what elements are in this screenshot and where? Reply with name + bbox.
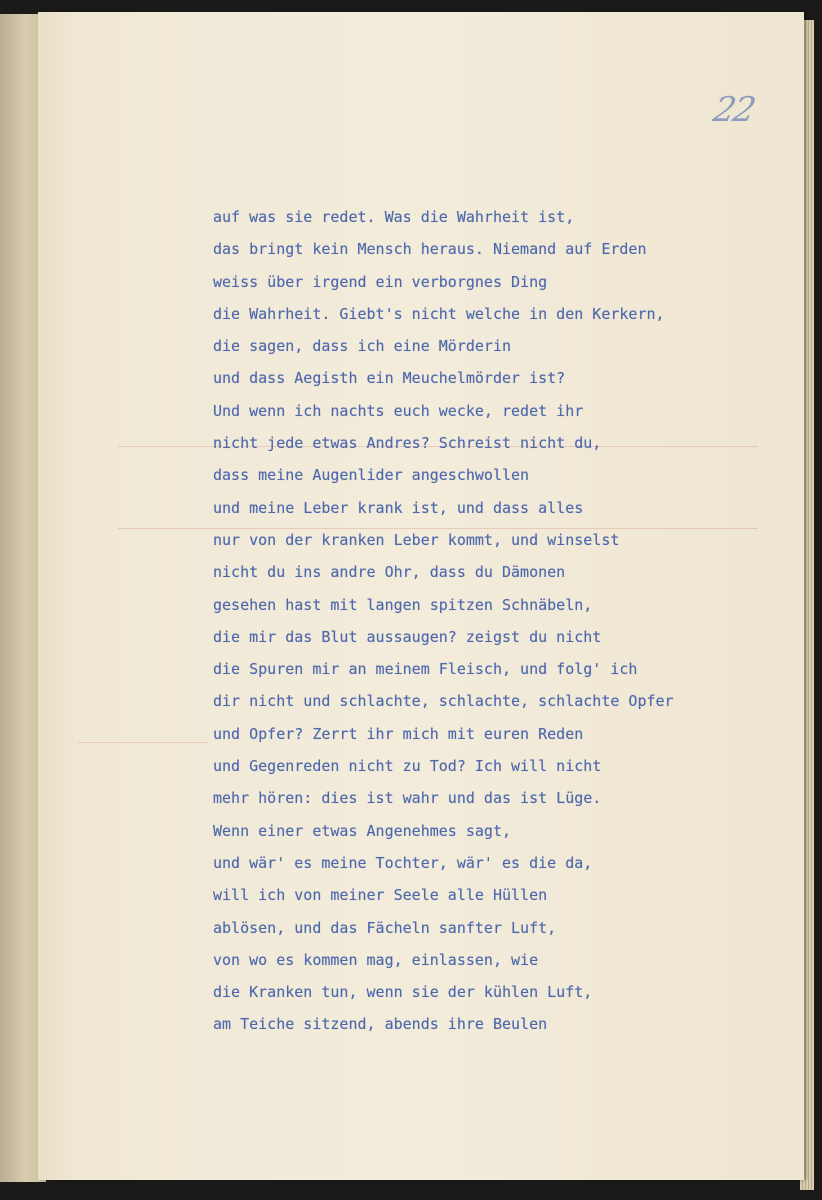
text-line: die mir das Blut aussaugen? zeigst du nicht [213, 627, 602, 646]
text-line: nicht du ins andre Ohr, dass du Dämonen [213, 563, 566, 582]
text-line: die Wahrheit. Giebt's nicht welche in den Kerkern, [213, 304, 665, 323]
text-line: weiss über irgend ein verborgnes Ding [213, 272, 548, 291]
text-line: das bringt kein Mensch heraus. Niemand auf Erden [213, 240, 647, 259]
text-line: dir nicht und schlachte, schlachte, schlachte Opfer [213, 692, 674, 711]
text-line: die sagen, dass ich eine Mörderin [213, 337, 512, 356]
text-line: ablösen, und das Fächeln sanfter Luft, [213, 918, 557, 937]
text-line: und wär' es meine Tochter, wär' es die da, [213, 853, 593, 872]
text-line: Und wenn ich nachts euch wecke, redet ihr [213, 401, 584, 420]
text-line: die Kranken tun, wenn sie der kühlen Luft, [213, 983, 593, 1002]
show-through-rule [78, 742, 208, 743]
text-line: am Teiche sitzend, abends ihre Beulen [213, 1015, 548, 1034]
page-number: 22 [709, 90, 758, 130]
text-line: nicht jede etwas Andres? Schreist nicht du, [213, 434, 602, 453]
text-line: und meine Leber krank ist, und dass alles [213, 498, 584, 517]
text-line: dass meine Augenlider angeschwollen [213, 466, 530, 485]
text-line: auf was sie redet. Was die Wahrheit ist, [213, 208, 575, 226]
text-line: Wenn einer etwas Angenehmes sagt, [213, 821, 512, 840]
text-line: nur von der kranken Leber kommt, und winselst [213, 530, 620, 549]
text-line: und Opfer? Zerrt ihr mich mit euren Reden [213, 724, 584, 743]
text-line: mehr hören: dies ist wahr und das ist Lüge. [213, 789, 602, 808]
text-line: und Gegenreden nicht zu Tod? Ich will nicht [213, 757, 602, 776]
typed-text-block [213, 201, 743, 1041]
text-line: will ich von meiner Seele alle Hüllen [213, 886, 548, 905]
text-line: und dass Aegisth ein Meuchelmörder ist? [213, 369, 566, 388]
text-line: gesehen hast mit langen spitzen Schnäbeln, [213, 595, 593, 614]
text-line: von wo es kommen mag, einlassen, wie [213, 950, 539, 969]
text-line: die Spuren mir an meinem Fleisch, und folg' ich [213, 660, 638, 679]
